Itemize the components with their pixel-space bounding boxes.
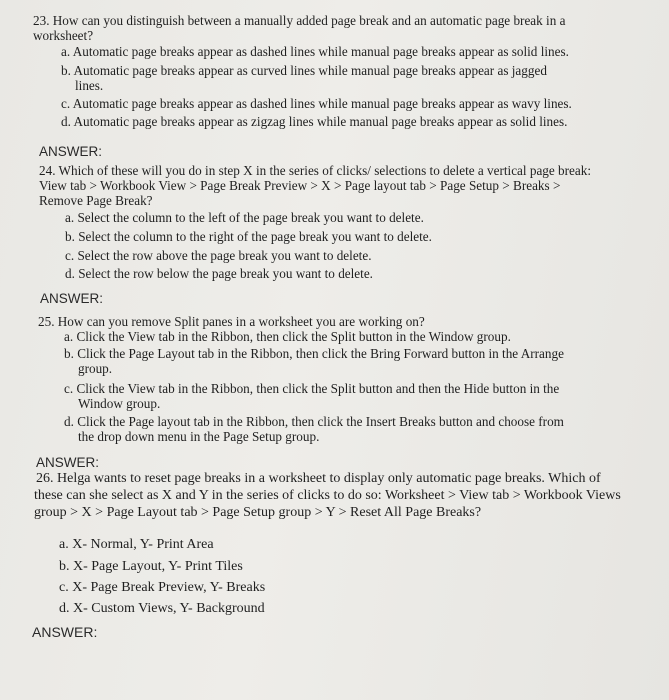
- option-line: d. Select the row below the page break you want to delete.: [65, 266, 373, 281]
- option-line: b. Select the column to the right of the page break you want to delete.: [65, 229, 432, 244]
- question-stem: [34, 470, 664, 521]
- option-24b: [65, 229, 655, 244]
- option-24c: [65, 248, 655, 263]
- question-25: [38, 314, 658, 329]
- option-line: a. Click the View tab in the Ribbon, then click the Split button in the Window group.: [64, 329, 511, 344]
- option-line: a. X- Normal, Y- Print Area: [59, 537, 214, 552]
- stem-line: 23. How can you distinguish between a manually added page break and an automatic page break in a: [33, 13, 566, 28]
- answer-label-23: ANSWER:: [39, 144, 103, 159]
- option-23a: [61, 44, 661, 59]
- answer-label-25: ANSWER:: [36, 455, 100, 470]
- option-line: c. Automatic page breaks appear as dashed lines while manual page breaks appear as wavy lines.: [61, 96, 572, 111]
- question-23: [33, 13, 653, 43]
- option-line: b. Automatic page breaks appear as curved lines while manual page breaks appear as jagged: [61, 63, 547, 78]
- option-26b: [59, 559, 649, 574]
- option-line: d. X- Custom Views, Y- Background: [59, 601, 265, 616]
- stem-line: 26. Helga wants to reset page breaks in a worksheet to display only automatic page breaks. Which of: [36, 471, 601, 486]
- option-23c: [61, 96, 661, 111]
- option-line: b. X- Page Layout, Y- Print Tiles: [59, 559, 243, 574]
- option-26c: [59, 580, 649, 595]
- option-line: b. Click the Page Layout tab in the Ribbon, then click the Bring Forward button in the Arrange: [64, 346, 564, 361]
- option-line: group.: [78, 361, 113, 376]
- option-line: c. Select the row above the page break you want to delete.: [65, 248, 372, 263]
- option-line: a. Select the column to the left of the page break you want to delete.: [65, 210, 424, 225]
- option-26d: [59, 601, 649, 616]
- answer-label-24: ANSWER:: [40, 291, 104, 306]
- option-23d: [61, 114, 661, 129]
- option-25b: [64, 346, 654, 376]
- question-stem: [39, 163, 659, 208]
- option-line: c. X- Page Break Preview, Y- Breaks: [59, 580, 266, 595]
- question-stem: [33, 13, 653, 43]
- option-line: the drop down menu in the Page Setup group.: [78, 429, 320, 444]
- stem-line: View tab > Workbook View > Page Break Preview > X > Page layout tab > Page Setup > Breaks >: [39, 178, 561, 193]
- option-25c: [64, 381, 654, 411]
- option-line: Window group.: [78, 396, 161, 411]
- question-stem: [38, 314, 658, 329]
- question-24: [39, 163, 659, 208]
- option-24d: [65, 266, 655, 281]
- option-24a: [65, 210, 655, 225]
- option-25d: [64, 414, 654, 444]
- stem-line: 25. How can you remove Split panes in a worksheet you are working on?: [38, 314, 425, 329]
- stem-line: worksheet?: [33, 28, 94, 43]
- stem-line: Remove Page Break?: [39, 193, 153, 208]
- option-line: d. Automatic page breaks appear as zigzag lines while manual page breaks appear as solid lines.: [61, 114, 568, 129]
- option-25a: [64, 329, 654, 344]
- stem-line: these can she select as X and Y in the series of clicks to do so: Worksheet > View tab > Workbook Views: [34, 488, 621, 503]
- option-23b: [61, 63, 661, 93]
- stem-line: 24. Which of these will you do in step X in the series of clicks/ selections to delete a vertical page break:: [39, 163, 592, 178]
- option-line: c. Click the View tab in the Ribbon, then click the Split button and then the Hide button in the: [64, 381, 560, 396]
- option-line: lines.: [75, 78, 104, 93]
- stem-line: group > X > Page Layout tab > Page Setup group > Y > Reset All Page Breaks?: [34, 505, 482, 520]
- option-26a: [59, 537, 649, 552]
- option-line: d. Click the Page layout tab in the Ribbon, then click the Insert Breaks button and choose from: [64, 414, 564, 429]
- answer-label-26: ANSWER:: [32, 624, 98, 640]
- option-line: a. Automatic page breaks appear as dashed lines while manual page breaks appear as solid lines.: [61, 44, 569, 59]
- question-26: [34, 470, 664, 521]
